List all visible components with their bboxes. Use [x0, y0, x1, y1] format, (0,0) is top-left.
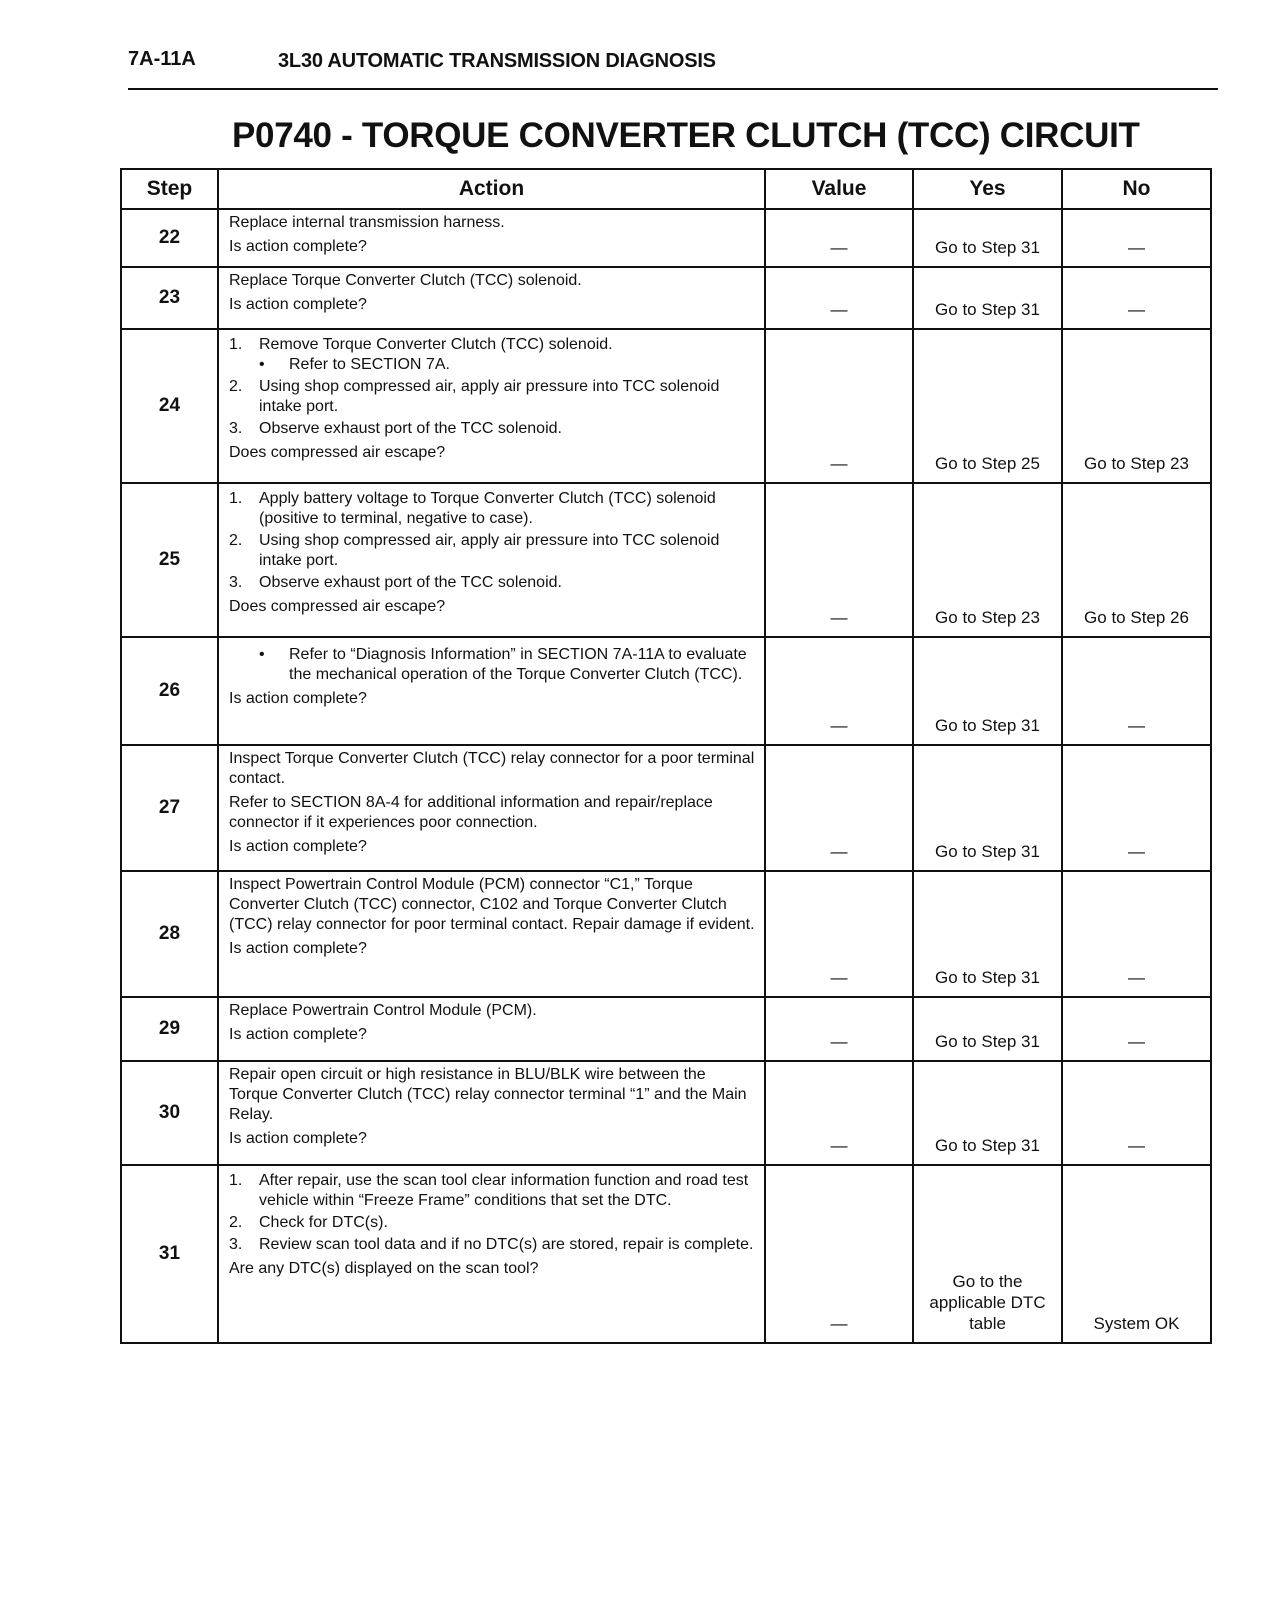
- value-cell: —: [765, 209, 913, 267]
- yes-cell: Go to Step 25: [913, 329, 1062, 483]
- column-header-value: Value: [765, 169, 913, 209]
- action-question: Is action complete?: [229, 838, 367, 855]
- yes-cell: Go to Step 31: [913, 209, 1062, 267]
- item-number: 1.: [229, 336, 243, 353]
- item-number: 2.: [229, 378, 243, 395]
- table-row: [121, 1061, 1211, 1165]
- action-cell: [218, 267, 765, 329]
- action-question: Is action complete?: [229, 238, 367, 255]
- no-cell: —: [1062, 997, 1211, 1061]
- numbered-item: [229, 531, 756, 571]
- step-number: 31: [121, 1165, 218, 1343]
- item-number: 3.: [229, 1236, 243, 1253]
- no-cell: —: [1062, 1061, 1211, 1165]
- yes-cell: Go to Step 31: [913, 267, 1062, 329]
- item-text: After repair, use the scan tool clear information function and road test vehicle within “Freeze Frame” conditions that set the DTC.: [259, 1172, 749, 1209]
- table-row: [121, 329, 1211, 483]
- item-text: Observe exhaust port of the TCC solenoid.: [259, 420, 562, 437]
- step-number: 23: [121, 267, 218, 329]
- action-cell: [218, 745, 765, 871]
- table-row: [121, 1165, 1211, 1343]
- value-cell: —: [765, 997, 913, 1061]
- action-text: Replace Torque Converter Clutch (TCC) solenoid.: [229, 272, 582, 289]
- action-question: Does compressed air escape?: [229, 598, 446, 615]
- item-text: Using shop compressed air, apply air pressure into TCC solenoid intake port.: [259, 378, 720, 415]
- action-question: Is action complete?: [229, 296, 367, 313]
- item-number: 3.: [229, 420, 243, 437]
- step-number: 25: [121, 483, 218, 637]
- no-cell: —: [1062, 871, 1211, 997]
- action-text: Repair open circuit or high resistance in BLU/BLK wire between the Torque Converter Clutch (TCC) relay connector terminal “1” and the Main Relay.: [229, 1066, 747, 1123]
- item-number: 3.: [229, 574, 243, 591]
- numbered-item: [229, 377, 756, 417]
- no-cell: Go to Step 26: [1062, 483, 1211, 637]
- action-text: Inspect Torque Converter Clutch (TCC) relay connector for a poor terminal contact.: [229, 750, 755, 787]
- action-cell: [218, 1165, 765, 1343]
- action-cell: [218, 1061, 765, 1165]
- step-number: 28: [121, 871, 218, 997]
- table-row: [121, 997, 1211, 1061]
- column-header-step: Step: [121, 169, 218, 209]
- action-question: Is action complete?: [229, 1130, 367, 1147]
- table-row: [121, 637, 1211, 745]
- bullet-item: [229, 355, 756, 375]
- document-title: P0740 - TORQUE CONVERTER CLUTCH (TCC) CIRCUIT: [232, 116, 1140, 155]
- action-cell: [218, 871, 765, 997]
- item-text: Using shop compressed air, apply air pressure into TCC solenoid intake port.: [259, 532, 720, 569]
- item-text: Apply battery voltage to Torque Converter Clutch (TCC) solenoid (positive to terminal, negative to case).: [259, 490, 716, 527]
- item-number: 1.: [229, 490, 243, 507]
- no-cell: Go to Step 23: [1062, 329, 1211, 483]
- table-row: [121, 267, 1211, 329]
- table-row: [121, 483, 1211, 637]
- value-cell: —: [765, 745, 913, 871]
- numbered-item: [229, 419, 756, 439]
- numbered-item: [229, 335, 756, 355]
- item-number: 1.: [229, 1172, 243, 1189]
- step-number: 30: [121, 1061, 218, 1165]
- yes-cell: Go to the applicable DTC table: [913, 1165, 1062, 1343]
- yes-cell: Go to Step 23: [913, 483, 1062, 637]
- value-cell: —: [765, 871, 913, 997]
- bullet-item: [229, 645, 756, 685]
- action-question: Are any DTC(s) displayed on the scan tool?: [229, 1260, 539, 1277]
- value-cell: —: [765, 267, 913, 329]
- action-cell: [218, 483, 765, 637]
- item-text: Observe exhaust port of the TCC solenoid.: [259, 574, 562, 591]
- numbered-item: [229, 1235, 756, 1255]
- yes-cell: Go to Step 31: [913, 997, 1062, 1061]
- table-row: [121, 871, 1211, 997]
- value-cell: —: [765, 483, 913, 637]
- numbered-item: [229, 489, 756, 529]
- table-header-row: [121, 169, 1211, 209]
- action-question: Is action complete?: [229, 1026, 367, 1043]
- yes-cell: Go to Step 31: [913, 637, 1062, 745]
- no-cell: —: [1062, 209, 1211, 267]
- bullet-icon: •: [259, 646, 265, 663]
- action-question: Is action complete?: [229, 690, 367, 707]
- column-header-action: Action: [218, 169, 765, 209]
- step-number: 27: [121, 745, 218, 871]
- no-cell: System OK: [1062, 1165, 1211, 1343]
- section-title: 3L30 AUTOMATIC TRANSMISSION DIAGNOSIS: [278, 50, 716, 72]
- table-row: [121, 745, 1211, 871]
- value-cell: —: [765, 1165, 913, 1343]
- step-number: 24: [121, 329, 218, 483]
- value-cell: —: [765, 637, 913, 745]
- numbered-item: [229, 573, 756, 593]
- column-header-yes: Yes: [913, 169, 1062, 209]
- item-number: 2.: [229, 1214, 243, 1231]
- diagnostic-table: [120, 168, 1212, 1344]
- yes-cell: Go to Step 31: [913, 871, 1062, 997]
- bullet-text: Refer to SECTION 7A.: [289, 356, 450, 373]
- action-question: Is action complete?: [229, 940, 367, 957]
- action-text: Replace Powertrain Control Module (PCM).: [229, 1002, 537, 1019]
- no-cell: —: [1062, 267, 1211, 329]
- yes-cell: Go to Step 31: [913, 1061, 1062, 1165]
- step-number: 26: [121, 637, 218, 745]
- step-number: 22: [121, 209, 218, 267]
- no-cell: —: [1062, 745, 1211, 871]
- item-number: 2.: [229, 532, 243, 549]
- action-cell: [218, 637, 765, 745]
- action-text: Inspect Powertrain Control Module (PCM) connector “C1,” Torque Converter Clutch (TCC) connector, C102 and Torque Converter Clutch (TCC) relay connector for poor terminal contact. Repair damage if evident.: [229, 876, 755, 933]
- item-text: Check for DTC(s).: [259, 1214, 388, 1231]
- no-cell: —: [1062, 637, 1211, 745]
- table-row: [121, 209, 1211, 267]
- action-question: Does compressed air escape?: [229, 444, 446, 461]
- action-text: Refer to SECTION 8A-4 for additional information and repair/replace connector if it experiences poor connection.: [229, 794, 713, 831]
- column-header-no: No: [1062, 169, 1211, 209]
- action-cell: [218, 209, 765, 267]
- numbered-item: [229, 1213, 756, 1233]
- value-cell: —: [765, 1061, 913, 1165]
- bullet-icon: •: [259, 356, 265, 373]
- page-number: 7A-11A: [128, 48, 196, 70]
- item-text: Remove Torque Converter Clutch (TCC) solenoid.: [259, 336, 613, 353]
- action-text: Replace internal transmission harness.: [229, 214, 505, 231]
- value-cell: —: [765, 329, 913, 483]
- numbered-item: [229, 1171, 756, 1211]
- action-cell: [218, 997, 765, 1061]
- item-text: Review scan tool data and if no DTC(s) are stored, repair is complete.: [259, 1236, 754, 1253]
- page-header: [128, 44, 1218, 90]
- yes-cell: Go to Step 31: [913, 745, 1062, 871]
- action-cell: [218, 329, 765, 483]
- step-number: 29: [121, 997, 218, 1061]
- bullet-text: Refer to “Diagnosis Information” in SECTION 7A-11A to evaluate the mechanical operation of the Torque Converter Clutch (TCC).: [289, 646, 747, 683]
